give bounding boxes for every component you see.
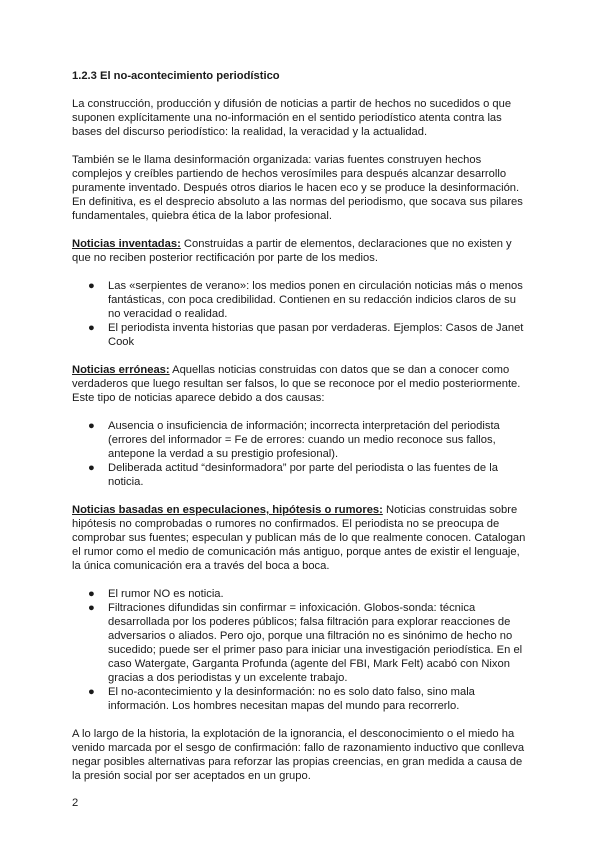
list-item-text: Filtraciones difundidas sin confirmar = infoxicación. Globos-sonda: técnica desarrollada por los poderes públicos; falsa filtración para explorar reacciones de adversarios o aliados. Pero ojo, porque una filtración no es sinónimo de hecho no sucedido; puede ser el primer paso para iniciar una investigación periodística. En el caso Watergate, Garganta Profunda (agente del FBI, Mark Felt) acabó con Nixon gracias a dos periodistas y un excelente trabajo. (108, 602, 523, 684)
bullet-icon: ● (88, 420, 95, 432)
list-item (88, 419, 528, 461)
list-item-text: El periodista inventa historias que pasan por verdaderas. Ejemplos: Casos de Janet Cook (108, 322, 524, 348)
list-item (88, 587, 528, 601)
bullet-icon: ● (88, 602, 95, 614)
list-item (88, 685, 528, 713)
list-item-text: El no-acontecimiento y la desinformación: no es solo dato falso, sino mala información. Los hombres necesitan mapas del mundo para recorrerlo. (108, 686, 475, 712)
especulaciones-text: Noticias construidas sobre hipótesis no comprobadas o rumores no confirmados. El periodista no se preocupa de comprobar sus fuentes; especulan y publican más de lo que realmente conocen. Catalogan el rumor como el medio de comunicación más antiguo, porque antes de existir el lenguaje, la única comunicación era a través del boca a boca. (72, 504, 526, 572)
section-heading: 1.2.3 El no-acontecimiento periodístico (72, 70, 280, 82)
especulaciones-term: Noticias basadas en especulaciones, hipótesis o rumores: (72, 504, 383, 516)
bullet-icon: ● (88, 322, 95, 334)
list-item-text: Deliberada actitud “desinformadora” por parte del periodista o las fuentes de la noticia. (108, 462, 498, 488)
bullet-icon: ● (88, 280, 95, 292)
inventadas-list (72, 279, 528, 349)
bullet-icon: ● (88, 588, 95, 600)
bullet-icon: ● (88, 686, 95, 698)
list-item (88, 461, 528, 489)
erroneas-list (72, 419, 528, 489)
inventadas-term: Noticias inventadas: (72, 238, 181, 250)
list-item-text: Ausencia o insuficiencia de información; incorrecta interpretación del periodista (errores del informador = Fe de errores: cuando un medio reconoce sus fallos, antepone la verdad a su prestigio profesional). (108, 420, 500, 460)
erroneas-paragraph (72, 363, 528, 405)
inventadas-paragraph (72, 237, 528, 265)
page-number: 2 (72, 797, 79, 809)
closing-paragraph: A lo largo de la historia, la explotación de la ignorancia, el desconocimiento o el miedo ha venido marcada por el sesgo de confirmación: fallo de razonamiento inductivo que conlleva negar posibles alternativas para reforzar las propias creencias, en gran medida a causa de la presión social por ser aceptados en un grupo. (72, 728, 525, 782)
intro-paragraph-1: La construcción, producción y difusión de noticias a partir de hechos no sucedidos o que suponen explícitamente una no-información en el sentido periodístico atenta contra las bases del discurso periodístico: la realidad, la veracidad y la actualidad. (72, 98, 512, 138)
bullet-icon: ● (88, 462, 95, 474)
list-item-text: El rumor NO es noticia. (108, 588, 224, 600)
inventadas-text: Construidas a partir de elementos, declaraciones que no existen y que no reciben posterior rectificación por parte de los medios. (72, 238, 512, 264)
especulaciones-list (72, 587, 528, 713)
erroneas-text: Aquellas noticias construidas con datos que se dan a conocer como verdaderos que luego resultan ser falsos, lo que se reconoce por el medio posteriormente. Este tipo de noticias aparece debido a dos causas: (72, 364, 521, 404)
list-item (88, 279, 528, 321)
erroneas-term: Noticias erróneas: (72, 364, 170, 376)
list-item-text: Las «serpientes de verano»: los medios ponen en circulación noticias más o menos fantásticas, con poca credibilidad. Contienen en su redacción indicios claros de su no veracidad o realidad. (108, 280, 523, 320)
document-page (72, 69, 528, 797)
list-item (88, 601, 528, 685)
especulaciones-paragraph (72, 503, 528, 573)
list-item (88, 321, 528, 349)
intro-paragraph-2: También se le llama desinformación organizada: varias fuentes construyen hechos complejos y creíbles partiendo de hechos verosímiles para después alcanzar desarrollo puramente inventado. Después otros diarios le hacen eco y se produce la desinformación. En definitiva, es el desprecio absoluto a las normas del periodismo, que socava sus pilares fundamentales, quiebra ética de la labor profesional. (72, 154, 523, 222)
